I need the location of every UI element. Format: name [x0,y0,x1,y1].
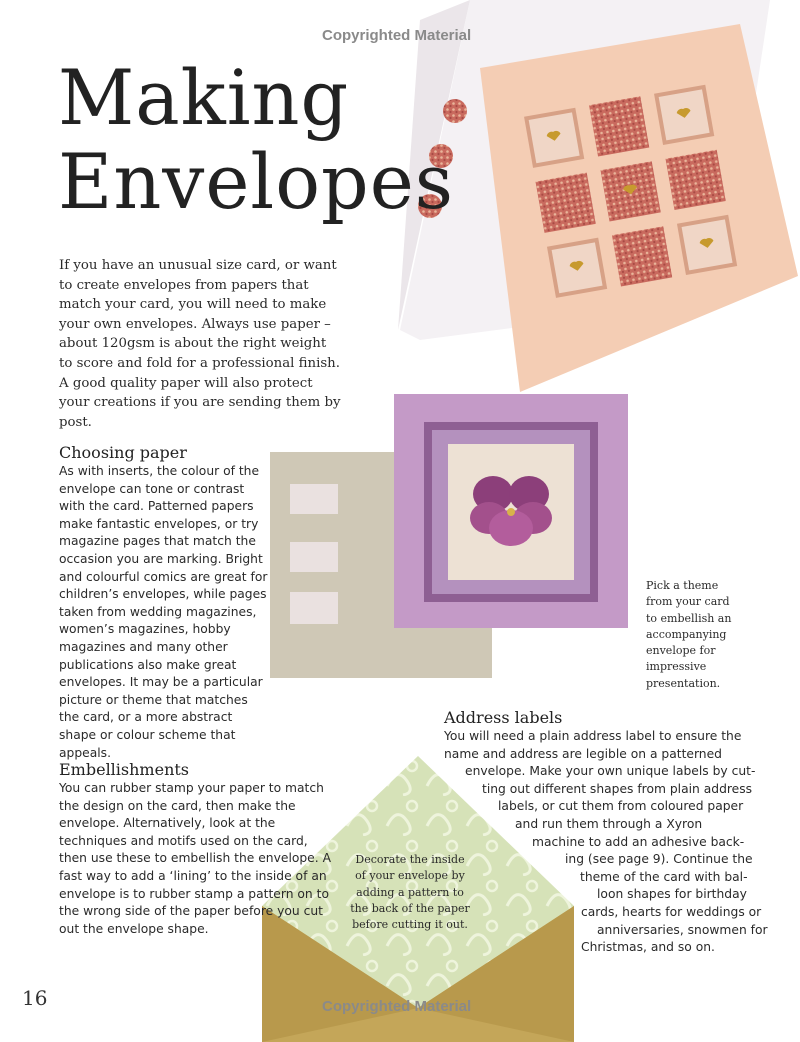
watermark-bottom: Copyrighted Material [322,998,472,1015]
address-line: labels, or cut them from coloured paper [498,799,744,814]
address-line: and run them through a Xyron [515,816,703,831]
intro-paragraph: If you have an unusual size card, or want to create envelopes from papers that match your card, you will need to make your own envelopes. Always use paper – about 120gsm is about the right weight to score and fold for a professional finish. A good quality paper will also protect your creations if you are sending them by post. [59,258,341,430]
watermark-top: Copyrighted Material [322,27,472,44]
address-line: cards, hearts for weddings or [581,904,762,919]
address-line: theme of the card with bal- [580,869,748,884]
choosing-paper-body: As with inserts, the colour of the envelope can tone or contrast with the card. Patterned papers make fantastic envelopes, or try magazine pages that match the occasion you are marking. Bright and colourful comics are great for children’s envelopes, while pages taken from wedding magazines, women’s magazines, hobby magazines and many other publications also make great envelopes. It may be a particular picture or theme that matches the card, or a more abstract shape or colour scheme that appeals. [59,464,268,760]
pansy-card-photo [268,392,630,682]
embellishments-heading: Embellishments [59,760,190,779]
address-line: ing (see page 9). Continue the [565,852,753,867]
choosing-paper-heading: Choosing paper [59,443,187,462]
title-line-2: Envelopes [58,137,454,226]
page-number: 16 [22,986,48,1010]
caption-inside: Decorate the inside of your envelope by adding a pattern to the back of the paper before cutting it out. [350,853,470,932]
title-line-1: Making [58,53,350,142]
address-line: anniversaries, snowmen for [597,922,768,937]
address-line: loon shapes for birthday [597,887,747,902]
address-line: Christmas, and so on. [581,940,715,955]
address-line: name and address are legible on a patterned [444,746,722,761]
address-line: envelope. Make your own unique labels by cut- [465,764,756,779]
caption-theme: Pick a theme from your card to embellish an accompanying envelope for impressive presentation. [646,579,732,690]
address-line: machine to add an adhesive back- [532,834,745,849]
page-title [58,53,462,226]
address-labels-heading: Address labels [444,708,563,727]
embellishments-body: You can rubber stamp your paper to match the design on the card, then make the envelope. Alternatively, look at the techniques and motifs used on the card, then use these to embellish the envelope. A fast way to add a ‘lining’ to the inside of an envelope is to rubber stamp a pattern on to the wrong side of the paper before you cut out the envelope shape. [59,781,331,936]
window-grid [524,85,737,298]
address-line: ting out different shapes from plain address [482,781,753,796]
address-line: You will need a plain address label to ensure the [444,729,742,743]
